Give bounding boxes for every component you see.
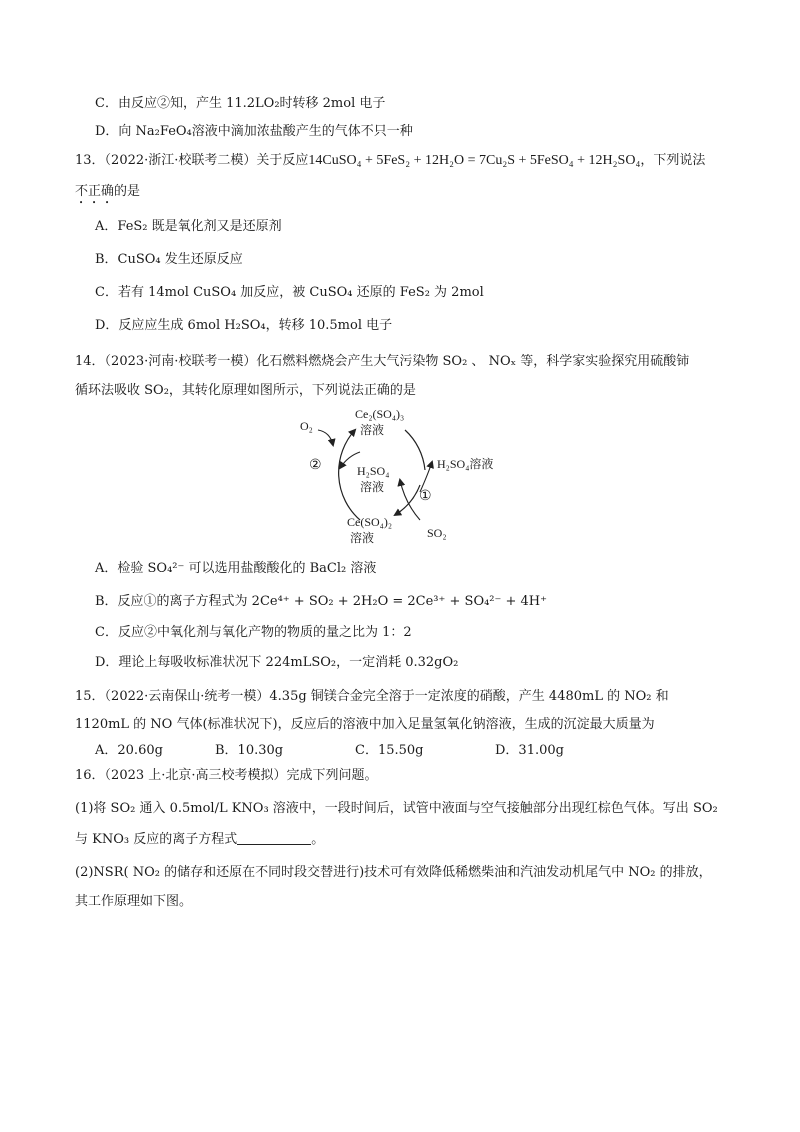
q13-stem-line1	[75, 152, 705, 170]
q15-option-d: D．31.00g	[495, 743, 564, 758]
answer-blank[interactable]	[237, 831, 311, 845]
q16-part1-prompt: 与 KNO₃ 反应的离子方程式	[75, 832, 238, 847]
q15-option-c: C．15.50g	[355, 743, 424, 758]
q13-stem-prefix: 13．（2022·浙江·校联考二模）关于反应	[75, 153, 309, 168]
o2-label: O₂	[300, 419, 313, 433]
q16-stem: 16．（2023 上·北京·高三校考模拟）完成下列问题。	[75, 768, 378, 783]
q16-part2-line2: 其工作原理如下图。	[75, 894, 193, 909]
center-solution-label: 溶液	[360, 480, 385, 494]
q14-stem-line1: 14．（2023·河南·校联考一模）化石燃料燃烧会产生大气污染物 SO₂ 、 NOₓ 等，科学家实验探究用硫酸铈	[75, 354, 690, 369]
top-species-label: Ce₂(SO₄)₃	[355, 407, 405, 421]
q14-stem-line2: 循环法吸收 SO₂，其转化原理如图所示，下列说法正确的是	[75, 383, 416, 398]
top-solution-label: 溶液	[360, 423, 385, 437]
o2-input-arrow	[318, 430, 333, 445]
so2-input-label: SO₂	[427, 526, 447, 540]
q12-option-d: D．向 Na₂FeO₄溶液中滴加浓盐酸产生的气体不只一种	[95, 124, 413, 139]
q15-option-a: A．20.60g	[95, 743, 163, 758]
cycle-arc-top-right	[405, 430, 425, 470]
cycle-arc-right	[395, 485, 420, 515]
q13-option-a: A．FeS₂ 既是氧化剂又是还原剂	[95, 219, 282, 234]
h2so4-output-arrow	[420, 462, 432, 492]
q15-stem-line1: 15．（2022·云南保山·统考一模）4.35g 铜镁合金完全溶于一定浓度的硝酸，产生 4480mL 的 NO₂ 和	[75, 689, 669, 704]
q12-option-c: C．由反应②知，产生 11.2LO₂时转移 2mol 电子	[95, 96, 386, 111]
q13-stem-end: 的是	[114, 184, 141, 199]
q16-part2-line1: (2)NSR( NO₂ 的储存和还原在不同时段交替进行)技术可有效降低稀燃柴油和汽油发动机尾气中 NO₂ 的排放，	[75, 865, 712, 880]
q16-part1-end: 。	[311, 832, 325, 847]
reaction-1-marker: ①	[419, 489, 432, 504]
q13-option-c: C．若有 14mol CuSO₄ 加反应，被 CuSO₄ 还原的 FeS₂ 为 2mol	[95, 285, 484, 300]
q13-stem-line2	[75, 183, 140, 207]
center-species-label: H₂SO₄	[357, 464, 390, 478]
q16-part1-line2	[75, 831, 324, 849]
q14-option-a: A．检验 SO₄²⁻ 可以选用盐酸酸化的 BaCl₂ 溶液	[95, 561, 377, 576]
q16-part1-line1: (1)将 SO₂ 通入 0.5mol/L KNO₃ 溶液中，一段时间后，试管中液面与空气接触部分出现红棕色气体。写出 SO₂	[75, 801, 718, 816]
q13-option-d: D．反应应生成 6mol H₂SO₄，转移 10.5mol 电子	[95, 318, 393, 333]
q14-option-d: D．理论上每吸收标准状况下 224mLSO₂，一定消耗 0.32gO₂	[95, 655, 459, 670]
q13-equation: 14CuSO₄ + 5FeS₂ + 12H₂O = 7Cu₂S + 5FeSO₄ + 12H₂SO₄	[308, 153, 641, 168]
q13-stem-suffix: ，下列说法	[640, 153, 706, 168]
q14-option-c: C．反应②中氧化剂与氧化产物的物质的量之比为 1：2	[95, 625, 412, 640]
q15-stem-line2: 1120mL 的 NO 气体(标准状况下)，反应后的溶液中加入足量氢氧化钠溶液，生成的沉淀最大质量为	[75, 717, 655, 732]
q13-emphasis-not-correct: 不正确	[75, 184, 115, 199]
h2so4-output-label: H₂SO₄溶液	[437, 457, 494, 471]
q14-option-b: B．反应①的离子方程式为 2Ce⁴⁺ + SO₂ + 2H₂O = 2Ce³⁺ + SO₄²⁻ + 4H⁺	[95, 594, 548, 609]
so2-input-arrow	[400, 480, 420, 520]
bottom-species-label: Ce(SO₄)₂	[347, 515, 393, 529]
bottom-solution-label: 溶液	[350, 531, 375, 545]
cycle-arc-left	[339, 430, 360, 520]
q15-option-b: B．10.30g	[215, 743, 284, 758]
center-arrow-left	[340, 452, 360, 468]
reaction-2-marker: ②	[309, 458, 322, 473]
q13-option-b: B．CuSO₄ 发生还原反应	[95, 252, 243, 267]
